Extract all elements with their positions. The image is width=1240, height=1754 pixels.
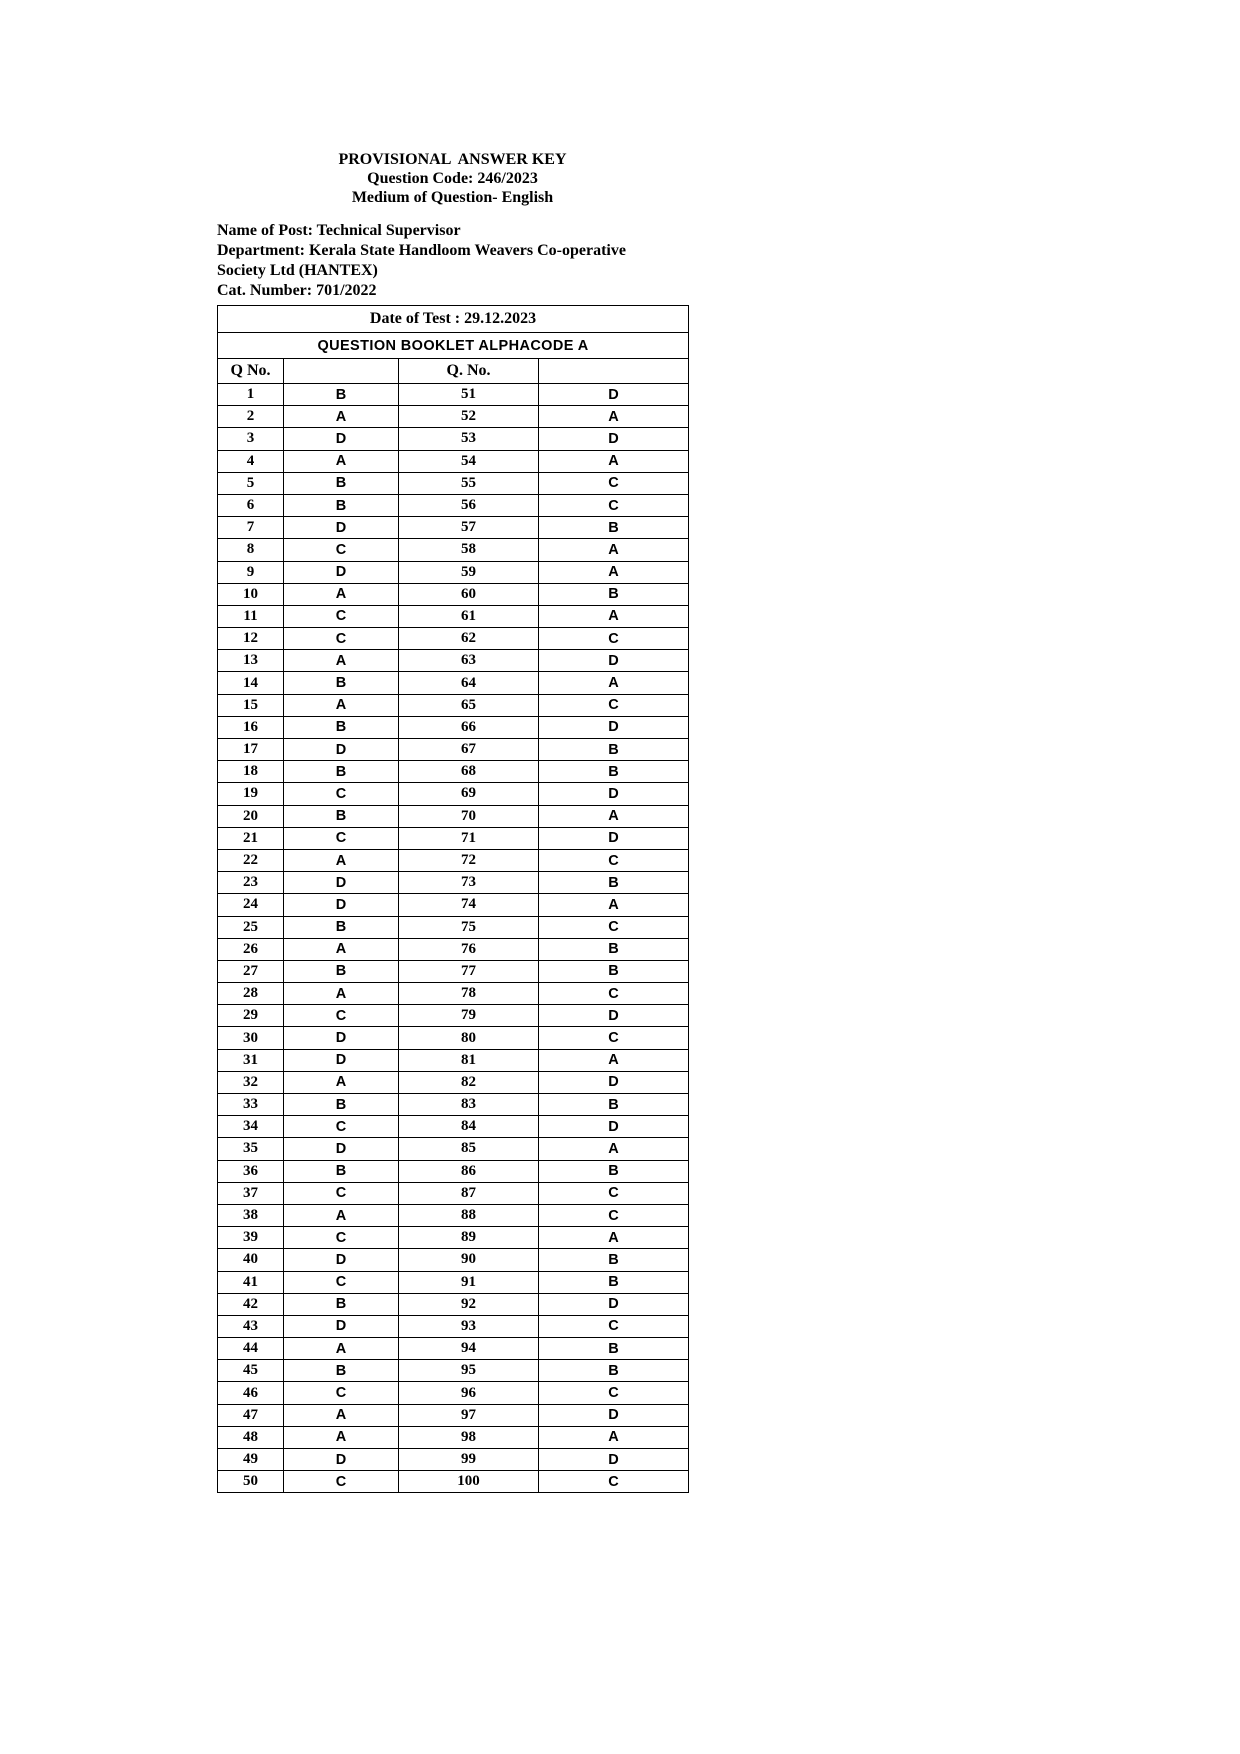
table-row [218, 1027, 689, 1049]
answer-cell: C [284, 1116, 399, 1138]
question-number-cell: 16 [218, 716, 284, 738]
answer-cell: B [284, 1293, 399, 1315]
answer-cell: A [539, 894, 689, 916]
question-number-cell: 70 [399, 805, 539, 827]
question-number-cell: 2 [218, 406, 284, 428]
table-row [218, 1471, 689, 1493]
question-number-cell: 20 [218, 805, 284, 827]
question-number-cell: 87 [399, 1182, 539, 1204]
question-number-cell: 37 [218, 1182, 284, 1204]
table-row [218, 694, 689, 716]
question-number-cell: 96 [399, 1382, 539, 1404]
question-number-cell: 55 [399, 472, 539, 494]
question-number-cell: 92 [399, 1293, 539, 1315]
answer-cell: A [284, 694, 399, 716]
question-number-cell: 97 [399, 1404, 539, 1426]
table-row [218, 805, 689, 827]
answer-cell: A [539, 1227, 689, 1249]
question-number-cell: 23 [218, 872, 284, 894]
answer-cell: A [539, 406, 689, 428]
answer-cell: D [284, 1138, 399, 1160]
answer-cell: C [539, 1315, 689, 1337]
table-row [218, 1360, 689, 1382]
question-number-cell: 40 [218, 1249, 284, 1271]
question-number-cell: 85 [399, 1138, 539, 1160]
answer-cell: D [539, 1449, 689, 1471]
table-row [218, 1382, 689, 1404]
question-number-cell: 65 [399, 694, 539, 716]
table-row [218, 1094, 689, 1116]
answer-cell: C [284, 827, 399, 849]
question-number-cell: 56 [399, 494, 539, 516]
question-number-cell: 100 [399, 1471, 539, 1493]
question-number-cell: 43 [218, 1315, 284, 1337]
question-number-cell: 93 [399, 1315, 539, 1337]
question-number-cell: 73 [399, 872, 539, 894]
question-number-cell: 7 [218, 517, 284, 539]
table-row [218, 1049, 689, 1071]
answer-cell: B [539, 1249, 689, 1271]
question-number-cell: 38 [218, 1204, 284, 1226]
question-number-cell: 30 [218, 1027, 284, 1049]
table-row [218, 827, 689, 849]
table-row [218, 650, 689, 672]
question-number-cell: 98 [399, 1426, 539, 1448]
answer-cell: C [284, 605, 399, 627]
question-number-cell: 80 [399, 1027, 539, 1049]
table-row [218, 894, 689, 916]
question-number-cell: 52 [399, 406, 539, 428]
question-number-cell: 48 [218, 1426, 284, 1448]
answer-cell: C [284, 1271, 399, 1293]
question-number-cell: 79 [399, 1005, 539, 1027]
answer-cell: B [539, 938, 689, 960]
answer-cell: C [284, 1182, 399, 1204]
question-number-cell: 1 [218, 384, 284, 406]
question-number-cell: 8 [218, 539, 284, 561]
answer-cell: C [539, 1204, 689, 1226]
table-row [218, 384, 689, 406]
answer-cell: D [284, 428, 399, 450]
document-header [217, 150, 688, 207]
answer-cell: C [539, 983, 689, 1005]
question-number-cell: 28 [218, 983, 284, 1005]
question-number-cell: 58 [399, 539, 539, 561]
table-row [218, 517, 689, 539]
question-number-cell: 12 [218, 628, 284, 650]
question-number-cell: 42 [218, 1293, 284, 1315]
col-header-qno-left: Q No. [218, 359, 284, 384]
question-number-cell: 9 [218, 561, 284, 583]
answer-cell: D [284, 1315, 399, 1337]
answer-cell: D [284, 894, 399, 916]
answer-cell: C [539, 694, 689, 716]
question-number-cell: 60 [399, 583, 539, 605]
table-row [218, 783, 689, 805]
answer-cell: C [284, 1471, 399, 1493]
answer-cell: D [284, 1249, 399, 1271]
answer-cell: D [539, 827, 689, 849]
question-number-cell: 36 [218, 1160, 284, 1182]
table-row [218, 406, 689, 428]
table-row [218, 494, 689, 516]
answer-cell: D [284, 517, 399, 539]
question-number-cell: 89 [399, 1227, 539, 1249]
table-row [218, 1315, 689, 1337]
alphacode-header: QUESTION BOOKLET ALPHACODE A [218, 333, 689, 359]
table-row [218, 1204, 689, 1226]
question-number-cell: 69 [399, 783, 539, 805]
table-row [218, 938, 689, 960]
question-number-cell: 32 [218, 1071, 284, 1093]
answer-cell: D [284, 561, 399, 583]
answer-rows [218, 384, 689, 1493]
answer-cell: B [284, 1094, 399, 1116]
table-row [218, 1071, 689, 1093]
question-number-cell: 72 [399, 849, 539, 871]
table-row [218, 1338, 689, 1360]
answer-cell: D [539, 1005, 689, 1027]
post-info [217, 221, 688, 301]
answer-cell: D [539, 1071, 689, 1093]
question-number-cell: 15 [218, 694, 284, 716]
table-row [218, 739, 689, 761]
question-number-cell: 51 [399, 384, 539, 406]
question-number-cell: 44 [218, 1338, 284, 1360]
question-number-cell: 11 [218, 605, 284, 627]
question-number-cell: 82 [399, 1071, 539, 1093]
question-number-cell: 71 [399, 827, 539, 849]
table-row [218, 916, 689, 938]
col-header-answer-right [539, 359, 689, 384]
question-number-cell: 29 [218, 1005, 284, 1027]
question-number-cell: 86 [399, 1160, 539, 1182]
column-header-row [218, 359, 689, 384]
answer-cell: C [539, 494, 689, 516]
answer-cell: D [284, 1449, 399, 1471]
question-number-cell: 45 [218, 1360, 284, 1382]
answer-cell: A [539, 1426, 689, 1448]
alphacode-row [218, 333, 689, 359]
answer-cell: B [539, 761, 689, 783]
answer-cell: B [284, 1160, 399, 1182]
answer-cell: A [284, 650, 399, 672]
question-number-cell: 74 [399, 894, 539, 916]
document-content [217, 150, 688, 1493]
question-number-cell: 50 [218, 1471, 284, 1493]
answer-cell: D [539, 716, 689, 738]
question-number-cell: 99 [399, 1449, 539, 1471]
table-row [218, 761, 689, 783]
question-number-cell: 31 [218, 1049, 284, 1071]
table-row [218, 539, 689, 561]
table-row [218, 1249, 689, 1271]
table-row [218, 1404, 689, 1426]
question-number-cell: 54 [399, 450, 539, 472]
col-header-qno-right: Q. No. [399, 359, 539, 384]
answer-cell: C [539, 1471, 689, 1493]
question-number-cell: 39 [218, 1227, 284, 1249]
answer-cell: C [539, 1382, 689, 1404]
answer-cell: B [284, 761, 399, 783]
question-number-cell: 27 [218, 960, 284, 982]
answer-cell: A [539, 539, 689, 561]
table-row [218, 1449, 689, 1471]
question-number-cell: 35 [218, 1138, 284, 1160]
answer-cell: A [284, 1426, 399, 1448]
date-of-test: Date of Test : 29.12.2023 [218, 306, 689, 333]
question-number-cell: 94 [399, 1338, 539, 1360]
table-row [218, 1116, 689, 1138]
answer-cell: C [284, 1005, 399, 1027]
question-number-cell: 47 [218, 1404, 284, 1426]
question-number-cell: 25 [218, 916, 284, 938]
answer-cell: A [284, 1404, 399, 1426]
question-number-cell: 5 [218, 472, 284, 494]
answer-cell: B [539, 1338, 689, 1360]
question-number-cell: 21 [218, 827, 284, 849]
answer-cell: B [284, 960, 399, 982]
answer-cell: D [539, 783, 689, 805]
table-row [218, 450, 689, 472]
question-number-cell: 49 [218, 1449, 284, 1471]
answer-key-table [217, 305, 689, 1493]
answer-cell: D [284, 1049, 399, 1071]
answer-cell: A [539, 450, 689, 472]
answer-cell: A [539, 805, 689, 827]
answer-cell: B [539, 1160, 689, 1182]
table-row [218, 1138, 689, 1160]
question-number-cell: 68 [399, 761, 539, 783]
answer-cell: A [539, 605, 689, 627]
answer-cell: A [539, 561, 689, 583]
question-number-cell: 91 [399, 1271, 539, 1293]
question-number-cell: 57 [399, 517, 539, 539]
table-row [218, 628, 689, 650]
document-title: PROVISIONAL ANSWER KEY [338, 151, 567, 168]
answer-cell: C [539, 849, 689, 871]
answer-cell: D [539, 428, 689, 450]
table-row [218, 1293, 689, 1315]
question-number-cell: 88 [399, 1204, 539, 1226]
answer-cell: B [539, 1094, 689, 1116]
question-number-cell: 17 [218, 739, 284, 761]
answer-cell: B [539, 1271, 689, 1293]
answer-cell: C [539, 1027, 689, 1049]
question-number-cell: 34 [218, 1116, 284, 1138]
answer-cell: B [539, 1360, 689, 1382]
answer-cell: C [539, 1182, 689, 1204]
question-number-cell: 75 [399, 916, 539, 938]
question-number-cell: 33 [218, 1094, 284, 1116]
table-row [218, 1271, 689, 1293]
answer-cell: A [284, 1071, 399, 1093]
date-of-test-row [218, 306, 689, 333]
table-row [218, 583, 689, 605]
question-number-cell: 59 [399, 561, 539, 583]
answer-cell: A [284, 1338, 399, 1360]
question-number-cell: 61 [399, 605, 539, 627]
question-number-cell: 19 [218, 783, 284, 805]
answer-cell: C [284, 1227, 399, 1249]
question-number-cell: 76 [399, 938, 539, 960]
question-number-cell: 66 [399, 716, 539, 738]
medium-of-question: Medium of Question- English [351, 189, 554, 206]
answer-cell: B [539, 872, 689, 894]
post-info-line-cat-number: Cat. Number: 701/2022 [217, 282, 377, 299]
table-row [218, 960, 689, 982]
answer-cell: C [539, 916, 689, 938]
answer-cell: C [539, 472, 689, 494]
question-number-cell: 78 [399, 983, 539, 1005]
question-number-cell: 26 [218, 938, 284, 960]
answer-cell: A [539, 672, 689, 694]
question-number-cell: 67 [399, 739, 539, 761]
answer-cell: D [539, 1404, 689, 1426]
answer-cell: B [284, 672, 399, 694]
question-number-cell: 10 [218, 583, 284, 605]
answer-cell: D [284, 872, 399, 894]
answer-cell: B [284, 384, 399, 406]
col-header-answer-left [284, 359, 399, 384]
question-number-cell: 22 [218, 849, 284, 871]
answer-cell: A [284, 583, 399, 605]
answer-cell: B [284, 805, 399, 827]
answer-cell: A [284, 983, 399, 1005]
question-number-cell: 95 [399, 1360, 539, 1382]
answer-cell: B [284, 916, 399, 938]
post-info-line-society: Society Ltd (HANTEX) [217, 262, 378, 279]
question-number-cell: 81 [399, 1049, 539, 1071]
table-row [218, 983, 689, 1005]
answer-cell: B [284, 716, 399, 738]
answer-cell: B [284, 494, 399, 516]
table-row [218, 1227, 689, 1249]
answer-cell: D [284, 739, 399, 761]
question-number-cell: 3 [218, 428, 284, 450]
table-row [218, 561, 689, 583]
post-info-line-department: Department: Kerala State Handloom Weavers Co-operative [217, 242, 626, 259]
table-row [218, 1160, 689, 1182]
answer-cell: B [539, 739, 689, 761]
answer-cell: D [539, 650, 689, 672]
answer-cell: A [539, 1138, 689, 1160]
answer-cell: D [539, 384, 689, 406]
answer-cell: B [539, 960, 689, 982]
answer-cell: A [284, 1204, 399, 1226]
question-number-cell: 53 [399, 428, 539, 450]
answer-cell: B [539, 517, 689, 539]
question-number-cell: 62 [399, 628, 539, 650]
answer-cell: B [284, 472, 399, 494]
table-row [218, 1426, 689, 1448]
answer-cell: D [284, 1027, 399, 1049]
answer-cell: C [284, 1382, 399, 1404]
answer-cell: D [539, 1116, 689, 1138]
answer-cell: D [539, 1293, 689, 1315]
post-info-line-name-of-post: Name of Post: Technical Supervisor [217, 222, 461, 239]
table-row [218, 872, 689, 894]
question-number-cell: 84 [399, 1116, 539, 1138]
table-row [218, 1005, 689, 1027]
question-number-cell: 83 [399, 1094, 539, 1116]
table-row [218, 849, 689, 871]
question-number-cell: 4 [218, 450, 284, 472]
answer-cell: A [284, 938, 399, 960]
question-number-cell: 6 [218, 494, 284, 516]
question-number-cell: 13 [218, 650, 284, 672]
table-row [218, 716, 689, 738]
answer-cell: B [284, 1360, 399, 1382]
question-number-cell: 24 [218, 894, 284, 916]
question-number-cell: 90 [399, 1249, 539, 1271]
answer-cell: C [284, 783, 399, 805]
answer-cell: A [284, 450, 399, 472]
answer-cell: C [539, 628, 689, 650]
question-number-cell: 14 [218, 672, 284, 694]
answer-cell: B [539, 583, 689, 605]
table-row [218, 672, 689, 694]
question-number-cell: 63 [399, 650, 539, 672]
question-number-cell: 64 [399, 672, 539, 694]
answer-cell: A [284, 406, 399, 428]
table-row [218, 428, 689, 450]
answer-cell: C [284, 628, 399, 650]
answer-cell: C [284, 539, 399, 561]
answer-cell: A [539, 1049, 689, 1071]
table-row [218, 1182, 689, 1204]
question-number-cell: 77 [399, 960, 539, 982]
question-number-cell: 46 [218, 1382, 284, 1404]
question-code: Question Code: 246/2023 [367, 170, 538, 187]
table-row [218, 605, 689, 627]
table-row [218, 472, 689, 494]
answer-cell: A [284, 849, 399, 871]
question-number-cell: 41 [218, 1271, 284, 1293]
question-number-cell: 18 [218, 761, 284, 783]
